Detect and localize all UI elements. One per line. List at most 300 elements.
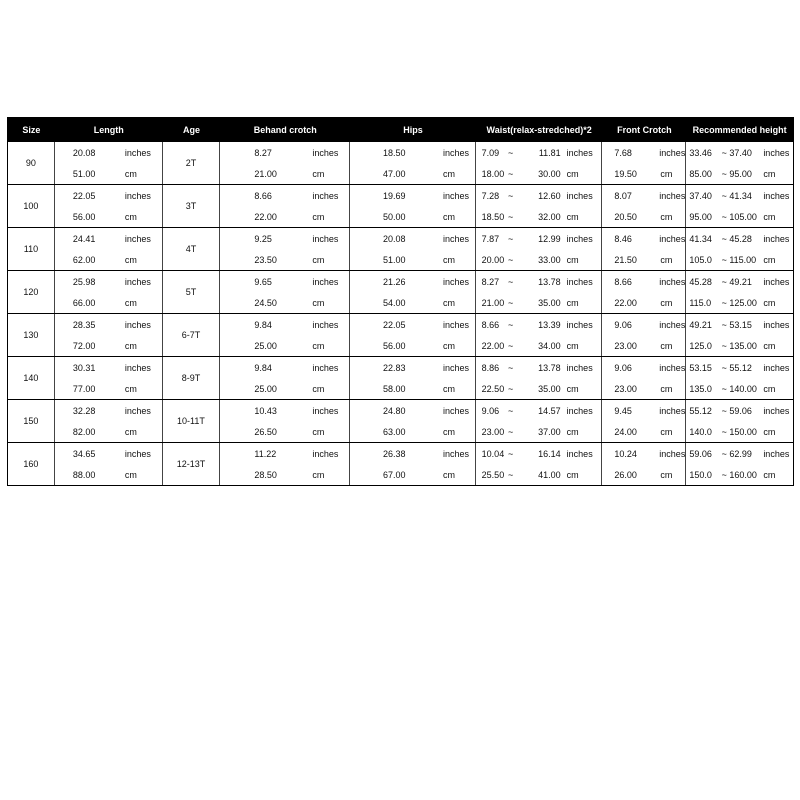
front-crotch-cell-in-line [602,185,685,206]
range-tilde: ~ [508,233,514,244]
behand-crotch-cell [220,443,350,485]
unit-label: cm [660,297,673,308]
age-cell: 8-9T [163,357,221,399]
unit-label: inches [312,190,339,201]
behand-crotch-cell-in-line [220,185,349,206]
waist-cm-low: 22.50 [481,383,505,394]
length-cell [55,400,163,442]
waist-in-high: 13.39 [538,319,561,330]
header-recommended-height: Recommended height [692,124,787,135]
unit-label: cm [124,168,137,179]
unit-label: inches [443,147,470,158]
unit-label: cm [566,297,579,308]
header-length: Length [93,124,124,135]
range-tilde: ~ [508,340,514,351]
recommended-height-cell [686,357,793,399]
unit-label: cm [763,254,776,265]
unit-label: inches [124,405,151,416]
front-crotch-cell-cm-line [602,464,685,485]
behand-crotch-cell-cm-value: 28.50 [254,469,277,480]
hips-cell [350,400,476,442]
behand-crotch-cell [220,228,350,270]
length-cell-cm-value: 62.00 [72,254,96,265]
hips-cell-in-value: 21.26 [383,276,406,287]
front-crotch-cell-cm-value: 21.50 [614,254,637,265]
size-cell: 140 [8,357,55,399]
unit-label: inches [312,362,339,373]
range-tilde: ~ [721,168,727,179]
unit-label: cm [660,383,673,394]
waist-cm-high: 37.00 [538,426,561,437]
height-in-high: 62.99 [729,448,752,459]
length-cell-cm-line [55,206,162,227]
range-tilde: ~ [721,426,727,437]
front-crotch-cell-cm-value: 20.50 [614,211,637,222]
front-crotch-cell-in-line [602,400,685,421]
waist-in-high: 16.14 [538,448,561,459]
size-cell: 160 [8,443,55,485]
behand-crotch-cell-cm-value: 23.50 [254,254,277,265]
waist-cell [476,228,603,270]
header-waist: Waist(relax-stredched)*2 [486,124,592,135]
unit-label: inches [659,405,686,416]
behand-crotch-cell-in-value: 11.22 [254,448,277,459]
unit-label: cm [763,469,776,480]
length-cell-cm-value: 88.00 [72,469,96,480]
unit-label: inches [659,362,686,373]
hips-cell-cm-line [350,249,475,270]
hips-cell-in-value: 18.50 [383,147,406,158]
size-cell: 110 [8,228,55,270]
waist-cm-line [476,335,602,356]
unit-label: cm [566,254,579,265]
length-cell-cm-line [55,163,162,184]
behand-crotch-cell-cm-value: 24.50 [254,297,277,308]
length-cell-in-value: 28.35 [72,319,96,330]
unit-label: inches [763,362,790,373]
unit-label: cm [312,383,325,394]
height-in-low: 45.28 [689,276,712,287]
unit-label: cm [763,340,776,351]
unit-label: cm [566,340,579,351]
range-tilde: ~ [508,448,514,459]
waist-cm-high: 35.00 [538,297,561,308]
unit-label: cm [312,168,325,179]
behand-crotch-cell-in-line [220,142,349,163]
length-cell-in-value: 30.31 [72,362,96,373]
waist-cm-high: 41.00 [538,469,561,480]
range-tilde: ~ [508,254,514,265]
waist-in-low: 8.86 [481,362,500,373]
waist-cell [476,142,603,184]
unit-label: inches [566,319,593,330]
waist-in-line [476,443,602,464]
waist-in-low: 8.66 [481,319,500,330]
behand-crotch-cell-in-line [220,400,349,421]
hips-cell-in-line [350,228,475,249]
behand-crotch-cell-cm-line [220,464,349,485]
unit-label: cm [124,469,137,480]
behand-crotch-cell-in-line [220,271,349,292]
behand-crotch-cell-cm-line [220,249,349,270]
behand-crotch-cell-in-value: 9.25 [254,233,272,244]
unit-label: inches [566,405,593,416]
unit-label: cm [443,211,456,222]
waist-in-line [476,185,602,206]
height-in-high: 41.34 [729,190,752,201]
hips-cell [350,357,476,399]
length-cell [55,271,163,313]
range-tilde: ~ [508,276,514,287]
recommended-height-cell [686,228,793,270]
waist-cm-low: 20.00 [481,254,505,265]
behand-crotch-cell-in-line [220,357,349,378]
length-cell [55,357,163,399]
range-tilde: ~ [508,147,514,158]
length-cell [55,228,163,270]
hips-cell [350,271,476,313]
size-cell: 100 [8,185,55,227]
table-row [8,400,793,443]
length-cell [55,314,163,356]
behand-crotch-cell-in-value: 8.66 [254,190,272,201]
front-crotch-cell-cm-value: 24.00 [614,426,637,437]
table-row [8,271,793,314]
behand-crotch-cell-cm-value: 25.00 [254,340,277,351]
waist-in-line [476,271,602,292]
unit-label: cm [312,469,325,480]
range-tilde: ~ [721,190,727,201]
behand-crotch-cell-in-value: 9.65 [254,276,272,287]
behand-crotch-cell-cm-line [220,335,349,356]
waist-cell [476,271,603,313]
unit-label: cm [443,383,456,394]
hips-cell [350,142,476,184]
hips-cell-in-value: 22.83 [383,362,406,373]
front-crotch-cell-in-line [602,142,685,163]
length-cell-cm-line [55,378,162,399]
waist-cm-line [476,464,602,485]
waist-cm-low: 18.00 [481,168,505,179]
range-tilde: ~ [721,405,727,416]
length-cell [55,443,163,485]
height-in-high: 45.28 [729,233,752,244]
height-in-low: 41.34 [689,233,712,244]
behand-crotch-cell-in-line [220,443,349,464]
height-cm-line [686,249,793,270]
unit-label: cm [566,426,579,437]
waist-cm-low: 23.00 [481,426,505,437]
behand-crotch-cell-cm-line [220,292,349,313]
height-in-line [686,142,793,163]
unit-label: cm [566,469,579,480]
behand-crotch-cell [220,142,350,184]
length-cell-cm-value: 66.00 [72,297,96,308]
waist-in-low: 7.09 [481,147,500,158]
unit-label: cm [312,426,325,437]
hips-cell-cm-value: 50.00 [383,211,406,222]
waist-in-low: 7.87 [481,233,500,244]
header-hips: Hips [403,124,423,135]
waist-in-high: 12.99 [538,233,561,244]
height-in-line [686,357,793,378]
unit-label: cm [124,254,137,265]
behand-crotch-cell [220,185,350,227]
range-tilde: ~ [508,190,514,201]
recommended-height-cell [686,400,793,442]
length-cell-in-value: 32.28 [72,405,96,416]
size-chart-table [7,117,794,486]
table-body [7,142,794,486]
unit-label: inches [659,190,686,201]
behand-crotch-cell-cm-line [220,163,349,184]
height-cm-line [686,206,793,227]
behand-crotch-cell-in-line [220,228,349,249]
waist-cm-line [476,378,602,399]
range-tilde: ~ [721,383,727,394]
unit-label: cm [124,211,137,222]
hips-cell-in-value: 19.69 [383,190,406,201]
hips-cell-cm-line [350,292,475,313]
table-row [8,443,793,486]
hips-cell-cm-value: 67.00 [383,469,406,480]
length-cell [55,185,163,227]
waist-cm-high: 33.00 [538,254,561,265]
unit-label: cm [443,254,456,265]
front-crotch-cell [602,314,686,356]
height-in-low: 33.46 [689,147,712,158]
length-cell-in-value: 20.08 [72,147,96,158]
table-row [8,357,793,400]
front-crotch-cell-in-line [602,357,685,378]
height-cm-high: 125.00 [729,297,757,308]
behand-crotch-cell-cm-value: 26.50 [254,426,277,437]
unit-label: inches [659,147,686,158]
front-crotch-cell-cm-value: 19.50 [614,168,637,179]
unit-label: cm [660,340,673,351]
behand-crotch-cell-cm-value: 21.00 [254,168,277,179]
waist-cm-high: 30.00 [538,168,561,179]
height-in-high: 37.40 [729,147,752,158]
unit-label: inches [763,147,790,158]
range-tilde: ~ [508,168,514,179]
front-crotch-cell [602,400,686,442]
age-cell: 12-13T [163,443,221,485]
waist-in-low: 9.06 [481,405,500,416]
range-tilde: ~ [721,319,727,330]
unit-label: inches [124,362,151,373]
unit-label: cm [763,426,776,437]
waist-in-line [476,314,602,335]
unit-label: inches [763,405,790,416]
length-cell-in-line [55,271,162,292]
length-cell-in-value: 24.41 [72,233,96,244]
height-in-low: 59.06 [689,448,712,459]
height-cm-low: 140.0 [689,426,712,437]
hips-cell-cm-value: 63.00 [383,426,406,437]
range-tilde: ~ [508,211,514,222]
front-crotch-cell-in-value: 9.06 [614,319,632,330]
height-in-low: 49.21 [689,319,712,330]
length-cell-cm-line [55,464,162,485]
height-cm-low: 125.0 [689,340,712,351]
hips-cell-cm-value: 54.00 [383,297,406,308]
table-row [8,185,793,228]
hips-cell-cm-value: 56.00 [383,340,406,351]
front-crotch-cell-in-value: 9.06 [614,362,632,373]
unit-label: cm [443,297,456,308]
length-cell-in-value: 25.98 [72,276,96,287]
waist-cm-high: 32.00 [538,211,561,222]
behand-crotch-cell-in-value: 10.43 [254,405,277,416]
unit-label: cm [566,168,579,179]
front-crotch-cell-cm-line [602,421,685,442]
hips-cell-in-value: 20.08 [383,233,406,244]
height-in-line [686,185,793,206]
hips-cell-cm-value: 58.00 [383,383,406,394]
header-front-crotch: Front Crotch [617,124,672,135]
unit-label: cm [124,426,137,437]
unit-label: inches [659,319,686,330]
unit-label: cm [660,254,673,265]
unit-label: inches [124,147,151,158]
size-cell: 150 [8,400,55,442]
height-in-low: 37.40 [689,190,712,201]
unit-label: cm [443,340,456,351]
height-cm-high: 95.00 [729,168,752,179]
front-crotch-cell-cm-line [602,206,685,227]
waist-cell [476,185,603,227]
front-crotch-cell-cm-value: 22.00 [614,297,637,308]
height-cm-low: 135.0 [689,383,712,394]
length-cell-cm-value: 82.00 [72,426,96,437]
header-behand-crotch: Behand crotch [253,124,317,135]
front-crotch-cell [602,271,686,313]
unit-label: inches [124,319,151,330]
waist-in-low: 8.27 [481,276,500,287]
header-age: Age [183,124,201,135]
length-cell-cm-value: 56.00 [72,211,96,222]
hips-cell-cm-line [350,464,475,485]
unit-label: inches [763,319,790,330]
hips-cell-in-value: 24.80 [383,405,406,416]
unit-label: inches [124,448,151,459]
waist-in-line [476,400,602,421]
range-tilde: ~ [721,147,727,158]
waist-in-line [476,228,602,249]
unit-label: inches [443,448,470,459]
hips-cell-in-line [350,357,475,378]
height-in-line [686,443,793,464]
waist-in-high: 13.78 [538,276,561,287]
unit-label: inches [312,147,339,158]
length-cell-in-line [55,443,162,464]
range-tilde: ~ [508,469,514,480]
front-crotch-cell-cm-line [602,292,685,313]
waist-cm-low: 25.50 [481,469,505,480]
front-crotch-cell-cm-line [602,163,685,184]
unit-label: inches [763,233,790,244]
unit-label: cm [566,211,579,222]
height-cm-low: 115.0 [689,297,712,308]
waist-in-low: 10.04 [481,448,505,459]
hips-cell-cm-line [350,163,475,184]
age-cell: 4T [163,228,221,270]
height-cm-high: 115.00 [729,254,757,265]
unit-label: inches [124,276,151,287]
unit-label: inches [443,276,470,287]
unit-label: inches [659,448,686,459]
range-tilde: ~ [721,254,727,265]
hips-cell-cm-value: 47.00 [383,168,406,179]
unit-label: inches [443,405,470,416]
length-cell-in-line [55,228,162,249]
front-crotch-cell [602,357,686,399]
unit-label: cm [660,469,673,480]
header-size: Size [22,124,41,135]
height-cm-line [686,378,793,399]
unit-label: cm [763,297,776,308]
waist-cm-low: 21.00 [481,297,505,308]
waist-cell [476,400,603,442]
table-row [8,228,793,271]
unit-label: inches [443,319,470,330]
range-tilde: ~ [508,319,514,330]
hips-cell [350,228,476,270]
height-in-high: 59.06 [729,405,752,416]
hips-cell-cm-line [350,421,475,442]
height-cm-high: 150.00 [729,426,757,437]
unit-label: inches [443,233,470,244]
front-crotch-cell [602,443,686,485]
unit-label: cm [124,383,137,394]
unit-label: cm [763,168,776,179]
hips-cell-in-line [350,142,475,163]
length-cell-in-value: 22.05 [72,190,96,201]
behand-crotch-cell-in-value: 8.27 [254,147,272,158]
waist-in-high: 14.57 [538,405,561,416]
behand-crotch-cell-cm-line [220,378,349,399]
height-cm-line [686,292,793,313]
unit-label: cm [443,168,456,179]
behand-crotch-cell [220,314,350,356]
height-cm-high: 135.00 [729,340,757,351]
hips-cell-in-line [350,314,475,335]
unit-label: cm [312,340,325,351]
age-cell: 2T [163,142,221,184]
waist-cm-high: 35.00 [538,383,561,394]
unit-label: cm [566,383,579,394]
age-cell: 10-11T [163,400,221,442]
behand-crotch-cell-in-value: 9.84 [254,362,272,373]
height-cm-low: 85.00 [689,168,712,179]
front-crotch-cell [602,185,686,227]
unit-label: cm [312,254,325,265]
behand-crotch-cell [220,271,350,313]
unit-label: inches [566,276,593,287]
unit-label: inches [566,190,593,201]
waist-cm-line [476,292,602,313]
height-cm-low: 105.0 [689,254,712,265]
range-tilde: ~ [721,469,727,480]
size-cell: 90 [8,142,55,184]
recommended-height-cell [686,443,793,485]
hips-cell-cm-line [350,206,475,227]
unit-label: inches [566,448,593,459]
range-tilde: ~ [508,362,514,373]
length-cell-cm-line [55,335,162,356]
unit-label: cm [312,211,325,222]
